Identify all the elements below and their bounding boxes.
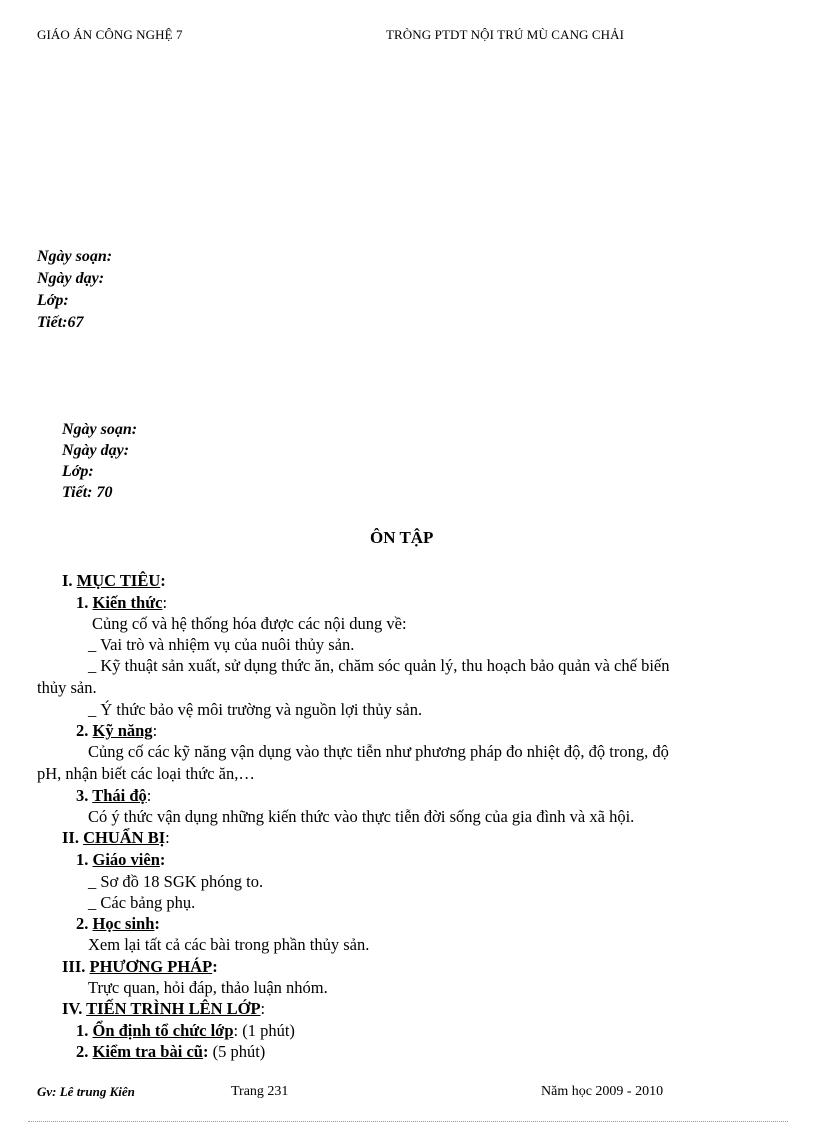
meta1-tiet: Tiết:67 <box>37 314 84 331</box>
sub1-1-item2-line2: thủy sản. <box>37 678 97 697</box>
section2-heading <box>62 828 170 848</box>
sub2-2-num: 2. <box>76 914 93 933</box>
section3-title: PHƯƠNG PHÁP <box>89 957 213 976</box>
sub2-1-colon: : <box>159 850 166 869</box>
footer-year: Năm học 2009 - 2010 <box>541 1084 664 1099</box>
sub1-2-title: Kỹ năng <box>92 721 153 740</box>
section3-colon: : <box>212 957 218 976</box>
sub1-1-item3: _ Ý thức bảo vệ môi trường và nguồn lợi thủy sản. <box>88 700 423 719</box>
section4-colon: : <box>260 999 266 1018</box>
sub2-2-line1: Xem lại tất cả các bài trong phần thủy sản. <box>88 935 370 954</box>
sub1-1-title: Kiến thức <box>92 593 163 612</box>
sub2-2-title: Học sinh <box>92 914 155 933</box>
meta2-ngay-day: Ngày dạy: <box>62 442 130 459</box>
sub1-1-item2-line1: _ Kỹ thuật sản xuất, sử dụng thức ăn, chăm sóc quản lý, thu hoạch bảo quản và chế biến <box>88 656 670 675</box>
sub1-2-line1: Củng cố các kỹ năng vận dụng vào thực tiễn như phương pháp đo nhiệt độ, độ trong, độ <box>88 742 669 761</box>
sub1-2-colon: : <box>152 721 158 740</box>
section4-title: TIẾN TRÌNH LÊN LỚP <box>86 999 261 1018</box>
section1-colon: : <box>160 571 166 590</box>
meta1-lop: Lớp: <box>37 292 69 309</box>
meta1-ngay-day: Ngày dạy: <box>37 270 105 287</box>
section1-title: MỤC TIÊU <box>76 571 161 590</box>
section3-line1: Trực quan, hỏi đáp, thảo luận nhóm. <box>88 978 328 997</box>
sub1-1-num: 1. <box>76 593 93 612</box>
section1-num: I. <box>62 571 77 590</box>
footer-divider <box>28 1121 788 1122</box>
sub1-3-num: 3. <box>76 786 93 805</box>
sub4-1-title: Ổn định tổ chức lớp <box>92 1021 234 1040</box>
sub1-2-heading <box>76 721 157 741</box>
header-subject: GIÁO ÁN CÔNG NGHỆ 7 <box>37 27 183 42</box>
sub2-1-heading <box>76 850 165 870</box>
section2-title: CHUẨN BỊ <box>83 828 166 847</box>
sub2-1-item1: _ Sơ đồ 18 SGK phóng to. <box>88 872 264 891</box>
sub1-3-title: Thái độ <box>92 786 147 805</box>
sub2-2-colon: : <box>154 914 160 933</box>
meta2-lop: Lớp: <box>62 463 94 480</box>
section3-num: III. <box>62 957 90 976</box>
sub1-1-item1: _ Vai trò và nhiệm vụ của nuôi thủy sản. <box>88 635 355 654</box>
sub4-2-duration: (5 phút) <box>208 1042 266 1061</box>
meta2-tiet: Tiết: 70 <box>62 484 113 501</box>
sub2-2-heading <box>76 914 160 934</box>
sub1-2-line2: pH, nhận biết các loại thức ăn,… <box>37 764 255 783</box>
section3-heading <box>62 957 218 977</box>
sub1-1-heading <box>76 593 167 613</box>
section2-num: II. <box>62 828 84 847</box>
sub4-1-duration: : (1 phút) <box>233 1021 295 1040</box>
sub4-2-colon: : <box>202 1042 209 1061</box>
sub2-1-title: Giáo viên <box>92 850 160 869</box>
header-school: TRÒNG PTDT NỘI TRÚ MÙ CANG CHẢI <box>386 27 625 42</box>
meta1-ngay-soan: Ngày soạn: <box>37 248 113 265</box>
footer-teacher: Gv: Lê trung Kiên <box>37 1084 135 1099</box>
sub1-3-colon: : <box>146 786 152 805</box>
sub4-1-num: 1. <box>76 1021 93 1040</box>
sub4-2-title: Kiểm tra bài cũ <box>92 1042 203 1061</box>
sub4-1-heading <box>76 1021 295 1041</box>
footer-page: Trang 231 <box>231 1084 289 1099</box>
sub1-3-line1: Có ý thức vận dụng những kiến thức vào thực tiễn đời sống của gia đình và xã hội. <box>88 807 635 826</box>
sub4-2-heading <box>76 1042 265 1062</box>
meta2-ngay-soan: Ngày soạn: <box>62 421 138 438</box>
sub2-1-num: 1. <box>76 850 93 869</box>
page-title: ÔN TẬP <box>370 528 434 547</box>
section1-heading <box>62 571 166 591</box>
section4-num: IV. <box>62 999 87 1018</box>
section2-colon: : <box>165 828 170 847</box>
section4-heading <box>62 999 265 1019</box>
sub1-1-intro: Củng cố và hệ thống hóa được các nội dung về: <box>92 614 407 633</box>
sub2-1-item2: _ Các bảng phụ. <box>88 893 196 912</box>
sub1-3-heading <box>76 786 151 806</box>
sub1-1-colon: : <box>162 593 168 612</box>
sub1-2-num: 2. <box>76 721 93 740</box>
sub4-2-num: 2. <box>76 1042 93 1061</box>
